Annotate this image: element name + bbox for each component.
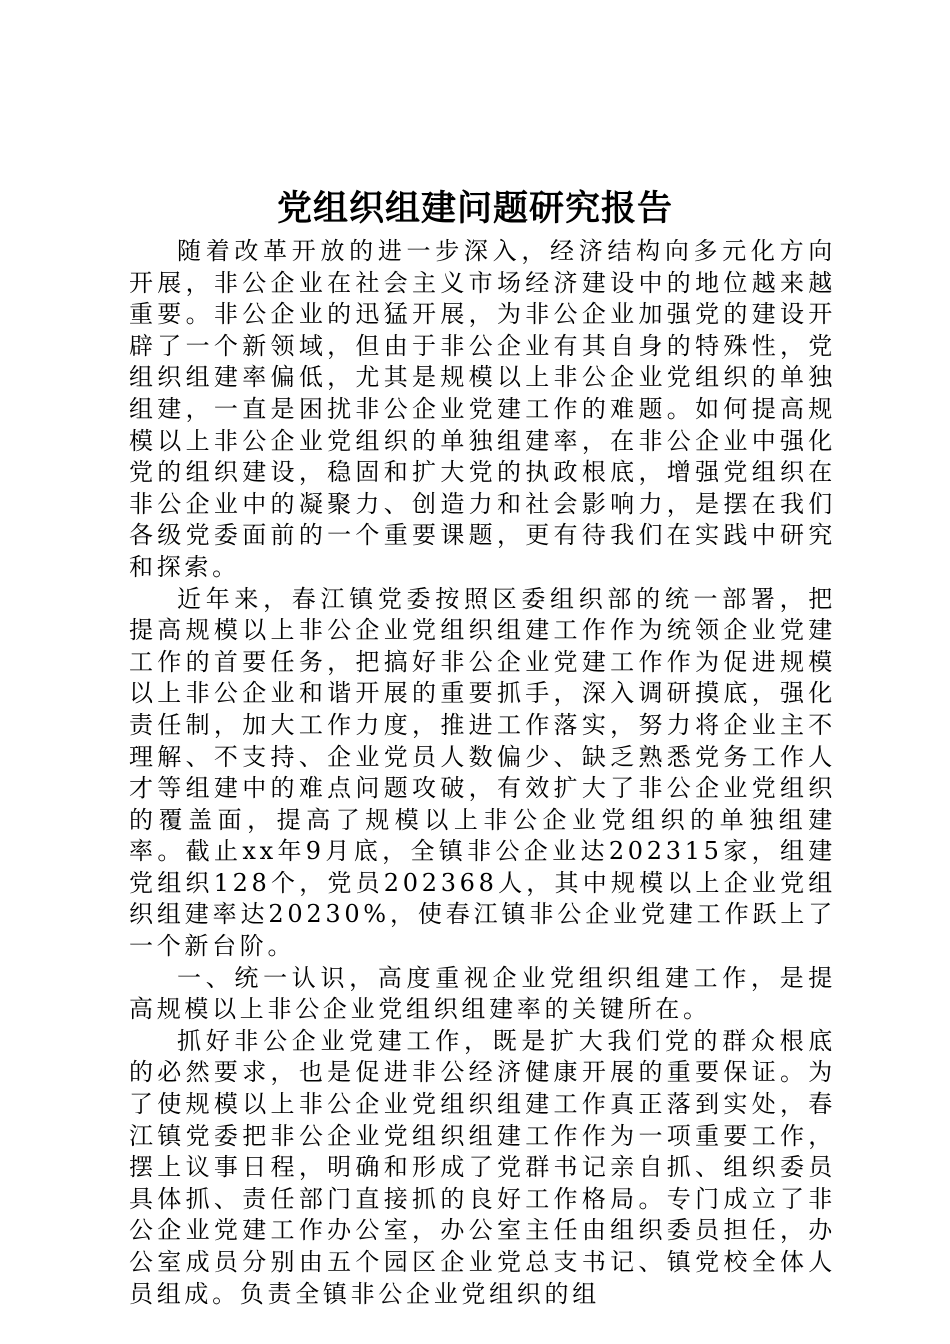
- paragraph-recent-years: 近年来，春江镇党委按照区委组织部的统一部署，把提高规模以上非公企业党组织组建工作作为统领企业党建工作的首要任务，把搞好非公企业党建工作作为促进规模以上非公企业和谐开展的重要抓手，深入调研摸底，强化责任制，加大工作力度，推进工作落实，努力将企业主不理解、不支持、企业党员人数偏少、缺乏熟悉党务工作人才等组建中的难点问题攻破，有效扩大了非公企业党组织的覆盖面，提高了规模以上非公企业党组织的单独组建率。截止xx年9月底，全镇非公企业达202315家，组建党组织128个，党员202368人，其中规模以上企业党组织组建率达20230%，使春江镇非公企业党建工作跃上了一个新台阶。: [129, 584, 836, 961]
- paragraph-section-one-body: 抓好非公企业党建工作，既是扩大我们党的群众根底的必然要求，也是促进非公经济健康开展的重要保证。为了使规模以上非公企业党组织组建工作真正落到实处，春江镇党委把非公企业党组织组建工作作为一项重要工作，摆上议事日程，明确和形成了党群书记亲自抓、组织委员具体抓、责任部门直接抓的良好工作格局。专门成立了非公企业党建工作办公室，办公室主任由组织委员担任，办公室成员分别由五个园区企业党总支书记、镇党校全体人员组成。负责全镇非公企业党组织的组: [129, 1026, 836, 1308]
- paragraph-intro: 随着改革开放的进一步深入，经济结构向多元化方向开展，非公企业在社会主义市场经济建设中的地位越来越重要。非公企业的迅猛开展，为非公企业加强党的建设开辟了一个新领域，但由于非公企业有其自身的特殊性，党组织组建率偏低，尤其是规模以上非公企业党组织的单独组建，一直是困扰非公企业党建工作的难题。如何提高规模以上非公企业党组织的单独组建率，在非公企业中强化党的组织建设，稳固和扩大党的执政根底，增强党组织在非公企业中的凝聚力、创造力和社会影响力，是摆在我们各级党委面前的一个重要课题，更有待我们在实践中研究和探索。: [129, 237, 836, 581]
- paragraph-section-one-heading: 一、统一认识，高度重视企业党组织组建工作，是提高规模以上非公企业党组织组建率的关键所在。: [129, 963, 836, 1024]
- document-body: [129, 236, 836, 1310]
- document-title: 党组织组建问题研究报告: [276, 188, 673, 229]
